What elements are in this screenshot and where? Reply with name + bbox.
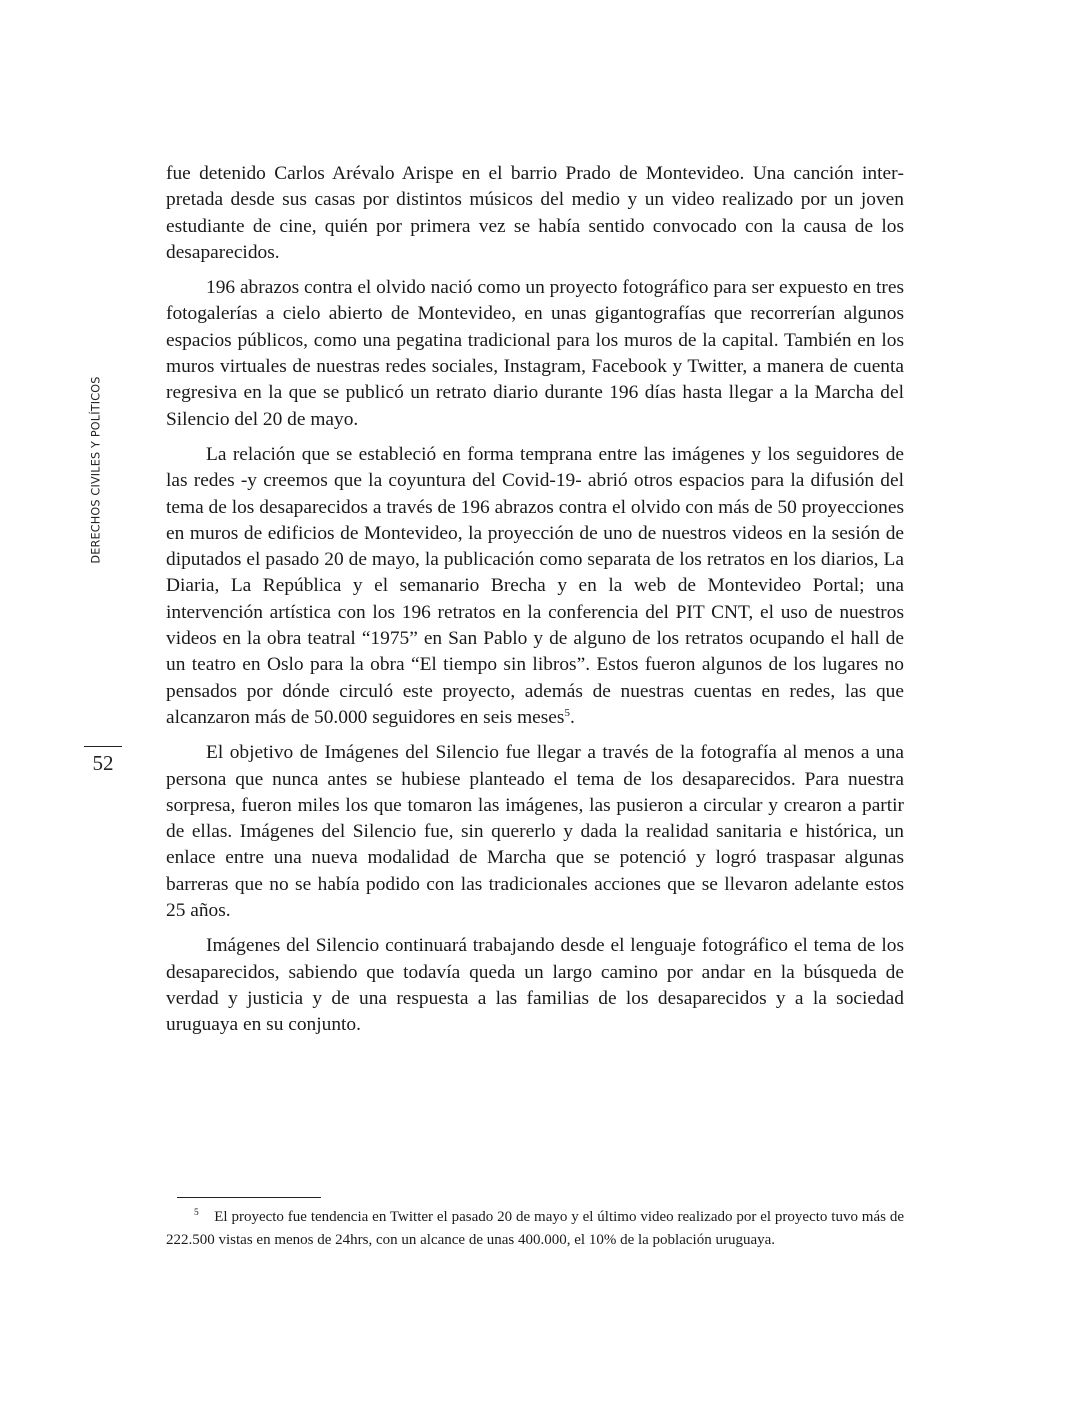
paragraph-3-end: . bbox=[569, 706, 575, 728]
paragraph-3 bbox=[166, 442, 904, 731]
footnote-number: 5 bbox=[194, 1208, 199, 1218]
paragraph-1: fue detenido Carlos Arévalo Arispe en el barrio Prado de Montevideo. Una canción interpretada desde sus casas por distintos músicos del medio y un video realizado por un joven estudiante de cine, quién por primera vez se había sentido convocado con la causa de los desaparecidos. bbox=[166, 163, 904, 263]
paragraph-4: El objetivo de Imágenes del Silencio fue llegar a través de la fotografía al menos a una persona que nunca antes se hubiese planteado el tema de los desaparecidos. Para nuestra sorpresa, fueron miles los que tomaron las imágenes, las pusieron a circular y crearon a partir de ellas. Imágenes del Silencio fue, sin quererlo y dada la realidad sanitaria e histórica, un enlace entre una nueva modalidad de Marcha que se potenció y logró traspasar algunas barreras que no se había podido con las tradicionales acciones que se llevaron adelante estos 25 años. bbox=[166, 742, 904, 922]
page-number-rule bbox=[84, 746, 122, 747]
footnote-text: El proyecto fue tendencia en Twitter el pasado 20 de mayo y el último video realizado por el proyecto tuvo más de 222.500 vistas en menos de 24hrs, con un alcance de unas 400.000, el 10% de la población uruguaya. bbox=[166, 1209, 905, 1248]
paragraph-3-text: La relación que se estableció en forma temprana entre las imágenes y los seguidores de las redes -y creemos que la coyuntura del Covid-19- abrió otros espacios para la difusión del tema de los desaparecidos a través de 196 abrazos contra el olvido con más de 50 proyecciones en muros de edificios de Montevideo, la proyección de uno de nuestros videos en la sesión de diputados el pasado 20 de mayo, la publicación como separata de los retratos en los diarios, La Diaria, La República y el semanario Brecha y en la web de Montevideo Portal; una intervención artística con los 196 retratos en la conferencia del PIT CNT, el uso de nuestros videos en la obra teatral “1975” en San Pablo y de alguno de los retratos ocupando el hall de un teatro en Oslo para la obra “El tiempo sin libros”. Estos fueron algunos de los lugares no pensados por dónde circuló este proyecto, además de nuestras cuentas en redes, las que alcanzaron más de 50.000 seguidores en seis meses bbox=[166, 443, 904, 728]
footnote bbox=[166, 1206, 904, 1252]
paragraph-2: 196 abrazos contra el olvido nació como un proyecto fotográfico para ser expuesto en tres fotogalerías a cielo abierto de Montevideo, en unas gigantografías que recorrerían algunos espacios públicos, como una pegatina tradicional para los muros de la capital. También en los muros virtuales de nuestras redes sociales, Instagram, Facebook y Twitter, a manera de cuenta regresiva en la que se publicó un retrato diario durante 196 días hasta llegar a la Marcha del Silencio del 20 de mayo. bbox=[166, 277, 904, 430]
running-head: DERECHOS CIVILES Y POLÍTICOS bbox=[89, 376, 103, 564]
paragraph-5: Imágenes del Silencio continuará trabajando desde el lenguaje fotográfico el tema de los desaparecidos, sabiendo que todavía queda un largo camino por andar en la búsqueda de verdad y justicia y de una respuesta a las familias de los desaparecidos y a la sociedad uruguaya en su conjunto. bbox=[166, 935, 904, 1036]
page-number: 52 bbox=[92, 751, 114, 775]
body-text bbox=[166, 161, 904, 1048]
footnote-rule bbox=[177, 1197, 321, 1198]
footnote-reference[interactable]: 5 bbox=[564, 706, 570, 719]
